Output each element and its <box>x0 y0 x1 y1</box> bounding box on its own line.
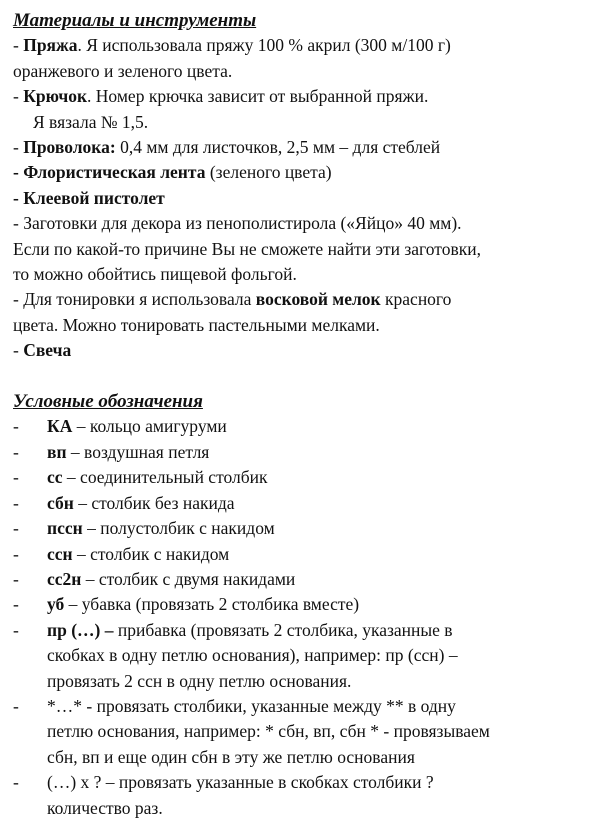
text-line <box>13 313 590 338</box>
bullet-dash: - <box>13 594 19 615</box>
text-line <box>47 567 590 592</box>
text-line <box>47 643 590 668</box>
text-segment: – соединительный столбик <box>62 467 268 488</box>
materials-item <box>13 160 590 185</box>
text-segment: - <box>13 86 24 107</box>
text-line <box>47 745 590 770</box>
bold-term: пссн <box>47 518 83 539</box>
bold-term: Пряжа <box>23 35 78 56</box>
text-line <box>13 186 590 211</box>
bullet-dash: - <box>13 772 19 793</box>
bullet-dash: - <box>13 695 19 716</box>
legend-item <box>13 414 590 439</box>
text-line <box>13 135 590 160</box>
text-line <box>13 59 590 84</box>
bold-term: уб <box>47 594 65 615</box>
text-line <box>13 262 590 287</box>
text-line <box>13 237 590 262</box>
bullet-dash: - <box>13 619 19 640</box>
bold-term: Свеча <box>23 340 72 361</box>
text-line <box>13 338 590 363</box>
legend-section <box>13 389 590 821</box>
text-segment: количество раз. <box>47 797 163 818</box>
legend-item <box>13 542 590 567</box>
legend-item <box>13 465 590 490</box>
materials-item <box>13 135 590 160</box>
materials-list <box>13 33 590 363</box>
legend-item <box>13 516 590 541</box>
bold-term: сбн <box>47 492 74 513</box>
text-line <box>13 160 590 185</box>
text-segment: 0,4 мм для листочков, 2,5 мм – для стеблей <box>115 137 441 158</box>
text-line <box>47 465 590 490</box>
bold-term: - Клеевой пистолет <box>13 187 165 208</box>
bold-term: Проволока: <box>23 137 116 158</box>
legend-item <box>13 694 590 770</box>
text-segment: (зеленого цвета) <box>205 162 332 183</box>
text-line <box>47 618 590 643</box>
text-line <box>47 796 590 821</box>
bold-term: ссн <box>47 543 73 564</box>
text-segment: – убавка (провязать 2 столбика вместе) <box>64 594 360 615</box>
bold-term: Крючок <box>23 86 88 107</box>
bold-term: восковой мелок <box>255 289 381 310</box>
text-segment: оранжевого и зеленого цвета. <box>13 60 233 81</box>
legend-item <box>13 770 590 821</box>
text-line <box>13 211 590 236</box>
text-line <box>47 592 590 617</box>
bullet-dash: - <box>13 441 19 462</box>
text-segment: - <box>13 137 24 158</box>
materials-section <box>13 8 590 364</box>
materials-item <box>13 33 590 84</box>
bullet-dash: - <box>13 416 19 437</box>
text-segment: - <box>13 340 24 361</box>
text-segment: петлю основания, например: * сбн, вп, сбн * - провязываем <box>47 721 490 742</box>
bullet-dash: - <box>13 543 19 564</box>
text-segment: сбн, вп и еще один сбн в эту же петлю основания <box>47 746 415 767</box>
legend-item <box>13 440 590 465</box>
text-segment: скобках в одну петлю основания), например: пр (ссн) – <box>47 645 458 666</box>
bold-term: сс2н <box>47 568 82 589</box>
materials-item <box>13 84 590 109</box>
text-line <box>13 287 590 312</box>
text-line <box>47 542 590 567</box>
materials-item <box>13 110 590 135</box>
text-line <box>47 694 590 719</box>
bold-term: КА <box>47 416 73 437</box>
text-segment: Я вязала № 1,5. <box>33 111 149 132</box>
text-line <box>47 516 590 541</box>
text-line <box>47 414 590 439</box>
legend-item <box>13 567 590 592</box>
bold-term: сс <box>47 467 63 488</box>
materials-heading: Материалы и инструменты <box>13 10 257 31</box>
text-segment: - Для тонировки я использовала <box>13 289 256 310</box>
materials-item <box>13 186 590 211</box>
text-line <box>47 491 590 516</box>
text-line <box>13 33 590 58</box>
bold-term: пр (…) – <box>47 619 114 640</box>
text-segment: – кольцо амигуруми <box>72 416 227 437</box>
bullet-dash: - <box>13 467 19 488</box>
legend-item <box>13 618 590 694</box>
text-line <box>47 440 590 465</box>
text-segment: – столбик с двумя накидами <box>81 568 296 589</box>
legend-list <box>13 414 590 821</box>
section-spacer <box>13 364 590 389</box>
text-segment: – полустолбик с накидом <box>82 518 275 539</box>
legend-item <box>13 491 590 516</box>
text-segment: . Номер крючка зависит от выбранной пряжи. <box>87 86 429 107</box>
text-segment: - <box>13 35 24 56</box>
text-line <box>47 669 590 694</box>
text-line <box>47 770 590 795</box>
text-segment: красного <box>380 289 452 310</box>
text-line <box>47 719 590 744</box>
text-line <box>33 110 590 135</box>
text-segment: – воздушная петля <box>66 441 210 462</box>
bullet-dash: - <box>13 518 19 539</box>
text-segment: прибавка (провязать 2 столбика, указанные в <box>113 619 453 640</box>
text-segment: - Заготовки для декора из пенополистирола («Яйцо» 40 мм). <box>13 213 462 234</box>
text-segment: – столбик без накида <box>73 492 235 513</box>
bullet-dash: - <box>13 568 19 589</box>
legend-heading: Условные обозначения <box>13 391 203 413</box>
text-segment: то можно обойтись пищевой фольгой. <box>13 264 297 285</box>
text-segment: провязать 2 ссн в одну петлю основания. <box>47 670 352 691</box>
bold-term: - Флористическая лента <box>13 162 206 183</box>
materials-item <box>13 287 590 338</box>
text-segment: – столбик с накидом <box>72 543 230 564</box>
text-segment: *…* - провязать столбики, указанные между ** в одну <box>47 695 456 716</box>
text-segment: . Я использовала пряжу 100 % акрил (300 м/100 г) <box>77 35 451 56</box>
text-line <box>13 84 590 109</box>
legend-item <box>13 592 590 617</box>
bold-term: вп <box>47 441 67 462</box>
text-segment: Если по какой-то причине Вы не сможете найти эти заготовки, <box>13 238 481 259</box>
materials-item <box>13 211 590 287</box>
materials-item <box>13 338 590 363</box>
text-segment: цвета. Можно тонировать пастельными мелками. <box>13 314 380 335</box>
text-segment: (…) х ? – провязать указанные в скобках столбики ? <box>47 772 434 793</box>
bullet-dash: - <box>13 492 19 513</box>
